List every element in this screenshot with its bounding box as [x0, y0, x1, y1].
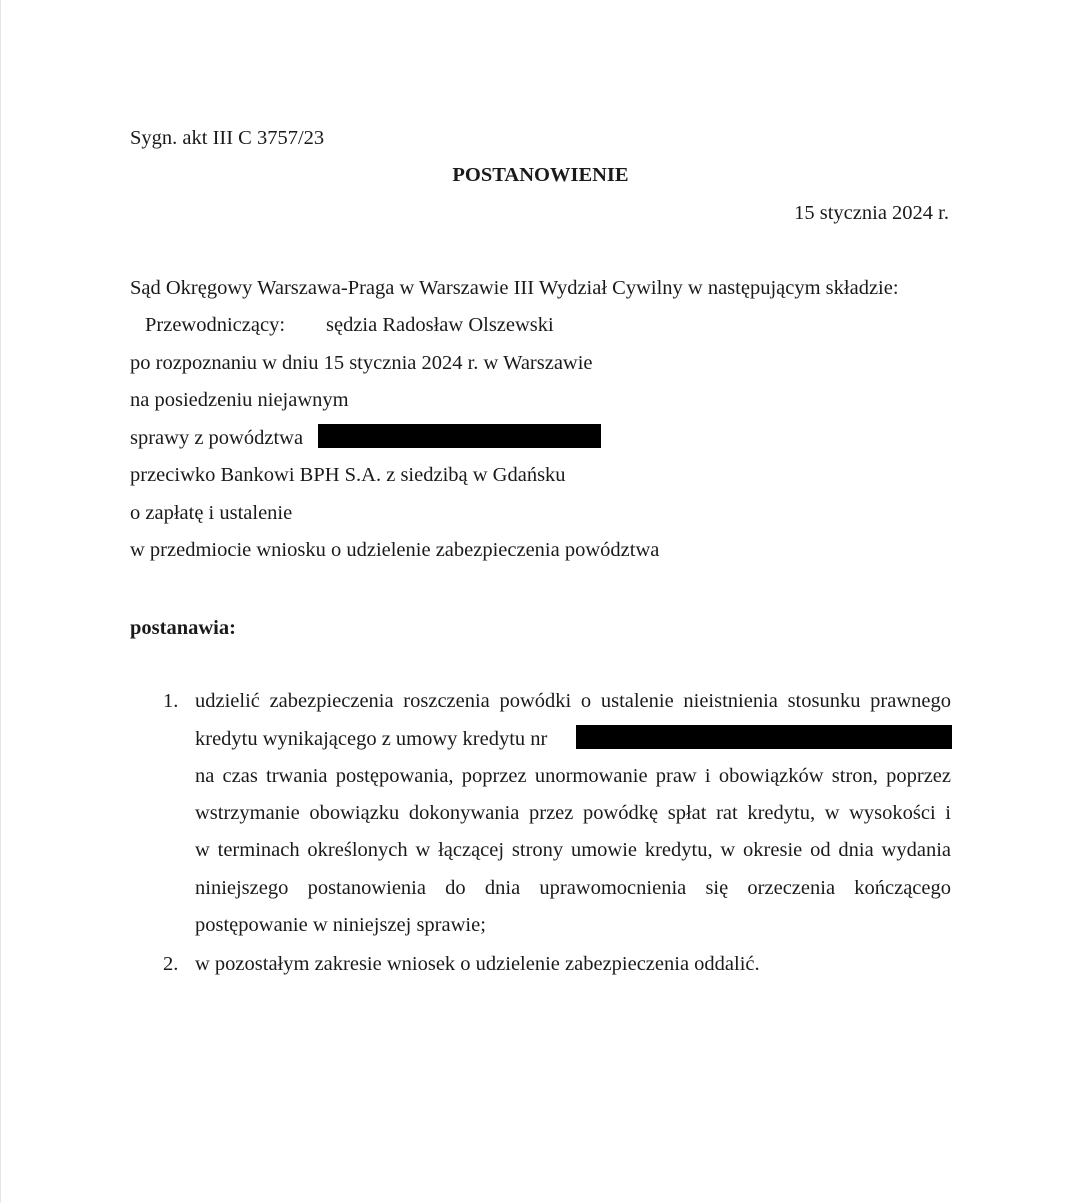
document-date: 15 stycznia 2024 r. [794, 202, 949, 224]
list-item-text: niniejszego postanowienia do dnia uprawomocnienia się orzeczenia kończącego [195, 877, 951, 899]
against-line: przeciwko Bankowi BPH S.A. z siedzibą w Gdańsku [130, 464, 566, 486]
redaction-contract-number [576, 725, 952, 749]
list-item-text: kredytu wynikającego z umowy kredytu nr [195, 728, 548, 750]
subject-line: o zapłatę i ustalenie [130, 502, 293, 524]
hearing-line: po rozpoznaniu w dniu 15 stycznia 2024 r. w Warszawie [130, 352, 593, 374]
list-item-text: udzielić zabezpieczenia roszczenia powódki o ustalenie nieistnienia stosunku prawnego [195, 690, 951, 712]
list-item-text: w pozostałym zakresie wniosek o udzielenie zabezpieczenia oddalić. [195, 953, 760, 975]
case-signature: Sygn. akt III C 3757/23 [130, 127, 325, 149]
document-title: POSTANOWIENIE [452, 164, 629, 186]
list-item-number: 2. [163, 953, 179, 975]
list-item-text: postępowanie w niniejszej sprawie; [195, 914, 486, 936]
court-composition-line: Sąd Okręgowy Warszawa-Praga w Warszawie III Wydział Cywilny w następującym składzie: [130, 277, 899, 299]
presiding-label: Przewodniczący: [145, 314, 286, 336]
matter-line: w przedmiocie wniosku o udzielenie zabezpieczenia powództwa [130, 539, 660, 561]
claim-from-line: sprawy z powództwa [130, 427, 304, 449]
list-item-number: 1. [163, 690, 179, 712]
session-line: na posiedzeniu niejawnym [130, 389, 349, 411]
redaction-plaintiff [318, 424, 601, 448]
list-item-text: na czas trwania postępowania, poprzez unormowanie praw i obowiązków stron, poprzez [195, 765, 951, 787]
list-item-text: w terminach określonych w łączącej strony umowie kredytu, w okresie od dnia wydania [195, 839, 951, 861]
presiding-judge: sędzia Radosław Olszewski [326, 314, 554, 336]
decision-heading: postanawia: [130, 617, 236, 639]
list-item-text: wstrzymanie obowiązku dokonywania przez powódkę spłat rat kredytu, w wysokości i [195, 802, 951, 824]
